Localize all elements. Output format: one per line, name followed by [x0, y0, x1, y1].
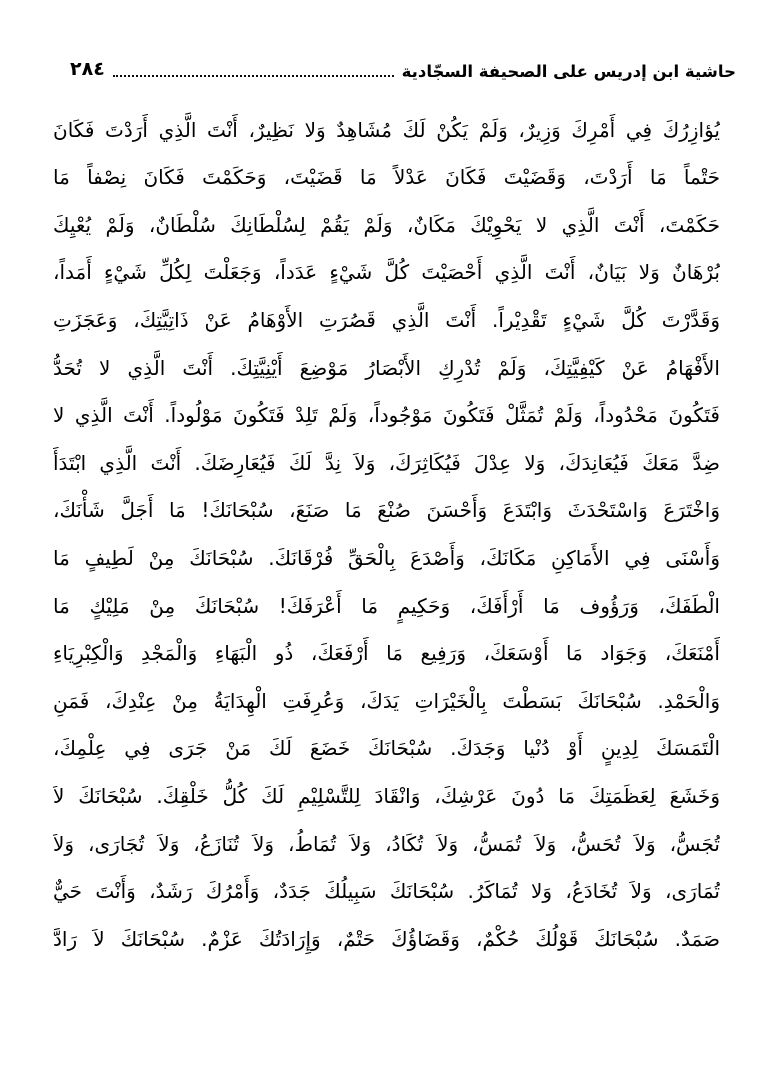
text-line-6: الأَفْهَامُ عَنْ كَيْفِيَّتِكَ، وَلَمْ تُدْرِكِ الأَبْصَارُ مَوْضِعَ أَيْنِيَّتِكَ. أَنْتَ الَّذِي لا تُحَدُّ: [53, 355, 720, 380]
text-line-1: يُؤازِرُكَ فِي أَمْرِكَ وَزِيرٌ، وَلَمْ يَكُنْ لَكَ مُشَاهِدٌ وَلا نَظِيرٌ، أَنْتَ الَّذِي أَرَدْتَ فَكَانَ: [53, 117, 720, 142]
text-line-9: وَاخْتَرَعَ وَاسْتَحْدَثَ وَابْتَدَعَ وَأَحْسَنَ صُنْعَ مَا صَنَعَ، سُبْحَانَكَ! مَا أَجَلَّ شَأْنَكَ،: [53, 498, 720, 523]
text-line-3: حَكَمْتَ، أَنْتَ الَّذِي لا يَحْوِيْكَ مَكَانٌ، وَلَمْ يَقُمْ لِسُلْطَانِكَ سُلْطَانٌ، وَلَمْ يُعْيِكَ: [53, 212, 720, 237]
text-line-14: الْتَمَسَكَ لِدِينٍ أَوْ دُنْيا وَجَدَكَ. سُبْحَانَكَ خَضَعَ لَكَ مَنْ جَرَى فِي عِلْمِكَ،: [53, 736, 720, 761]
text-line-5: وَقَدَّرْتَ كُلَّ شَيْءٍ تَقْدِيْراً. أَنْتَ الَّذِي قَصُرَتِ الأَوْهَامُ عَنْ ذَاتِيَّتِكَ، وَعَجَزَتِ: [53, 307, 720, 332]
text-line-18: صَمَدٌ. سُبْحَانَكَ قَوْلُكَ حُكْمٌ، وَقَضَاؤُكَ حَتْمٌ، وَإِرَادَتُكَ عَزْمٌ. سُبْحَانَكَ لاَ رَادَّ: [53, 926, 720, 951]
text-line-13: وَالْحَمْدِ. سُبْحَانَكَ بَسَطْتَ بِالْخَيْرَاتِ يَدَكَ، وَعُرِفَتِ الْهِدَايَةُ مِنْ عِنْدِكَ، فَمَنِ: [53, 688, 720, 713]
text-line-11: الْطَفَكَ، وَرَؤُوف مَا أَرْأَفَكَ، وَحَكِيمٍ مَا أَعْرَفَكَ! سُبْحَانَكَ مِنْ مَلِيْكٍ مَا: [53, 593, 720, 618]
text-line-2: حَتْماً مَا أَرَدْتَ، وَقَضَيْتَ فَكَانَ عَدْلاً مَا قَضَيْتَ، وَحَكَمْتَ فَكَانَ نِصْفاً مَا: [53, 165, 720, 190]
page-number: ٢٨٤: [70, 58, 105, 80]
text-line-4: بُرْهَانٌ وَلا بَيَانٌ، أَنْتَ الَّذِي أَحْصَيْتَ كُلَّ شَيْءٍ عَدَداً، وَجَعَلْتَ لِكُلِّ شَيْءٍ أَمَداً،: [53, 260, 720, 285]
text-line-7: فَتَكُونَ مَحْدُوداً، وَلَمْ تُمَثَّلْ فَتَكُونَ مَوْجُوداً، وَلَمْ تَلِدْ فَتَكُونَ مَوْلُوداً. أَنْتَ الَّذِي لا: [53, 403, 720, 428]
text-line-17: تُمَارَى، وَلاَ تُخَادَعُ، وَلا تُمَاكَرُ. سُبْحَانَكَ سَبِيلُكَ جَدَدٌ، وَأَمْرُكَ رَشَدٌ، وَأَنْتَ حَيٌّ: [53, 879, 720, 904]
text-line-12: أَمْنَعَكَ، وَجَوَاد مَا أَوْسَعَكَ، وَرَفِيع مَا أَرْفَعَكَ، ذُو الْبَهَاءِ وَالْمَجْدِ وَالْكِبْرِيَاءِ: [53, 641, 720, 666]
dotted-leader: [113, 75, 394, 77]
running-header: [70, 56, 736, 83]
book-title: حاشية ابن إدريس على الصحيفة السجّادية: [401, 61, 736, 81]
text-line-16: تُجَسُّ، وَلاَ تُحَسُّ، وَلاَ تُمَسُّ، وَلاَ تُكَادُ، وَلاَ تُمَاطُ، وَلاَ تُنَازَعُ، وَلاَ تُجَارَى، وَلاَ: [53, 831, 720, 856]
text-line-10: وَأَسْنَى فِي الأَمَاكِنِ مَكَانَكَ، وَأَصْدَعَ بِالْحَقِّ فُرْقَانَكَ. سُبْحَانَكَ مِنْ لَطِيفٍ مَا: [53, 545, 720, 570]
text-line-8: ضِدَّ مَعَكَ فَيُعَانِدَكَ، وَلا عِدْلَ فَيُكَاثِرَكَ، وَلاَ نِدَّ لَكَ فَيُعَارِضَكَ. أَنْتَ الَّذِي ابْتَدَأَ: [53, 450, 720, 475]
body-text: [53, 107, 720, 964]
text-line-15: وَخَشَعَ لِعَظَمَتِكَ مَا دُونَ عَرْشِكَ، وَانْقَادَ لِلتَّسْلِيْمِ لَكَ كُلُّ خَلْقِكَ. سُبْحَانَكَ لاَ: [53, 783, 720, 808]
